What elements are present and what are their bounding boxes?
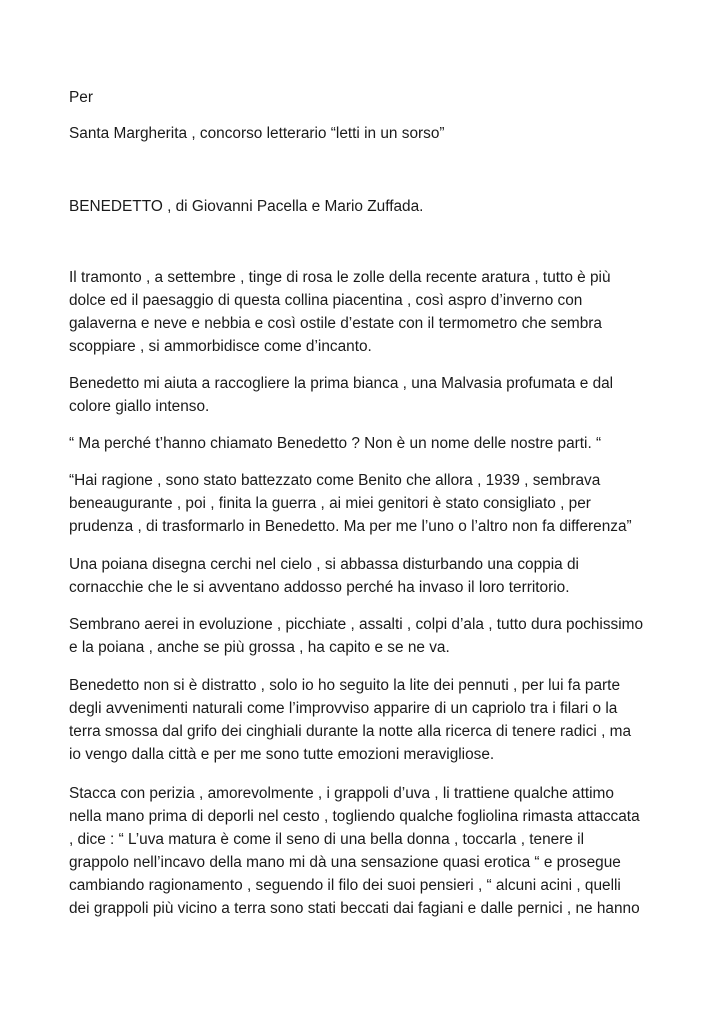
paragraph-line: Sembrano aerei in evoluzione , picchiate , assalti , colpi d’ala , tutto dura pochissimo bbox=[69, 616, 644, 633]
paragraph-line: beneaugurante , poi , finita la guerra , ai miei genitori è stato consigliato , per bbox=[69, 494, 591, 512]
contest-text: Santa Margherita , concorso letterario “letti in un sorso” bbox=[69, 125, 445, 142]
paragraph-line: Benedetto mi aiuta a raccogliere la prima bianca , una Malvasia profumata e dal bbox=[69, 375, 614, 392]
paragraph bbox=[69, 783, 669, 920]
paragraph-line: terra smossa dal grifo dei cinghiali durante la notte alla ricerca di tenere radici , ma bbox=[69, 722, 632, 740]
paragraph-line: e la poiana , anche se più grossa , ha capito e se ne va. bbox=[69, 638, 450, 656]
paragraph-line: , dice : “ L’uva matura è come il seno di una bella donna , toccarla , tenere il bbox=[69, 830, 585, 848]
paragraph-line: Benedetto non si è distratto , solo io ho seguito la lite dei pennuti , per lui fa parte bbox=[69, 677, 620, 694]
paragraph bbox=[69, 554, 669, 600]
recipient-text: Per bbox=[69, 89, 93, 106]
paragraph-line: Una poiana disegna cerchi nel cielo , si abbassa disturbando una coppia di bbox=[69, 556, 579, 573]
paragraph-line: prudenza , di trasformarlo in Benedetto. Ma per me l’uno o l’altro non fa differenza” bbox=[69, 517, 632, 535]
paragraph bbox=[69, 675, 669, 767]
paragraph-line: io vengo dalla città e per me sono tutte emozioni meravigliose. bbox=[69, 745, 495, 763]
paragraph-line: “ Ma perché t’hanno chiamato Benedetto ? Non è un nome delle nostre parti. “ bbox=[69, 435, 602, 452]
paragraph bbox=[69, 433, 669, 456]
paragraph-line: Il tramonto , a settembre , tinge di rosa le zolle della recente aratura , tutto è più bbox=[69, 269, 611, 286]
recipient-line bbox=[69, 87, 669, 110]
story-title-text: BENEDETTO , di Giovanni Pacella e Mario Zuffada. bbox=[69, 198, 424, 215]
paragraph bbox=[69, 267, 669, 359]
paragraph-line: scoppiare , si ammorbidisce come d’incanto. bbox=[69, 337, 372, 355]
paragraph-line: galaverna e neve e nebbia e così ostile d’estate con il termometro che sembra bbox=[69, 314, 602, 332]
paragraph bbox=[69, 373, 669, 419]
story-title bbox=[69, 196, 669, 219]
paragraph-line: nella mano prima di deporli nel cesto , togliendo qualche fogliolina rimasta attaccata bbox=[69, 807, 640, 825]
paragraph-line: Stacca con perizia , amorevolmente , i grappoli d’uva , li trattiene qualche attimo bbox=[69, 785, 614, 802]
paragraph-line: degli avvenimenti naturali come l’improvviso apparire di un capriolo tra i filari o la bbox=[69, 699, 618, 717]
paragraph-line: “Hai ragione , sono stato battezzato come Benito che allora , 1939 , sembrava bbox=[69, 472, 601, 489]
contest-line bbox=[69, 123, 669, 146]
paragraph-line: dei grappoli più vicino a terra sono stati beccati dai fagiani e dalle pernici , ne hanno bbox=[69, 899, 640, 917]
paragraph-line: grappolo nell’incavo della mano mi dà una sensazione quasi erotica “ e prosegue bbox=[69, 853, 621, 871]
paragraph-line: dolce ed il paesaggio di questa collina piacentina , così aspro d’inverno con bbox=[69, 291, 583, 309]
paragraph-line: cambiando ragionamento , seguendo il filo dei suoi pensieri , “ alcuni acini , quelli bbox=[69, 876, 621, 894]
paragraph bbox=[69, 614, 669, 660]
paragraph-line: colore giallo intenso. bbox=[69, 397, 210, 415]
paragraph bbox=[69, 470, 669, 539]
paragraph-line: cornacchie che le si avventano addosso perché ha invaso il loro territorio. bbox=[69, 578, 570, 596]
